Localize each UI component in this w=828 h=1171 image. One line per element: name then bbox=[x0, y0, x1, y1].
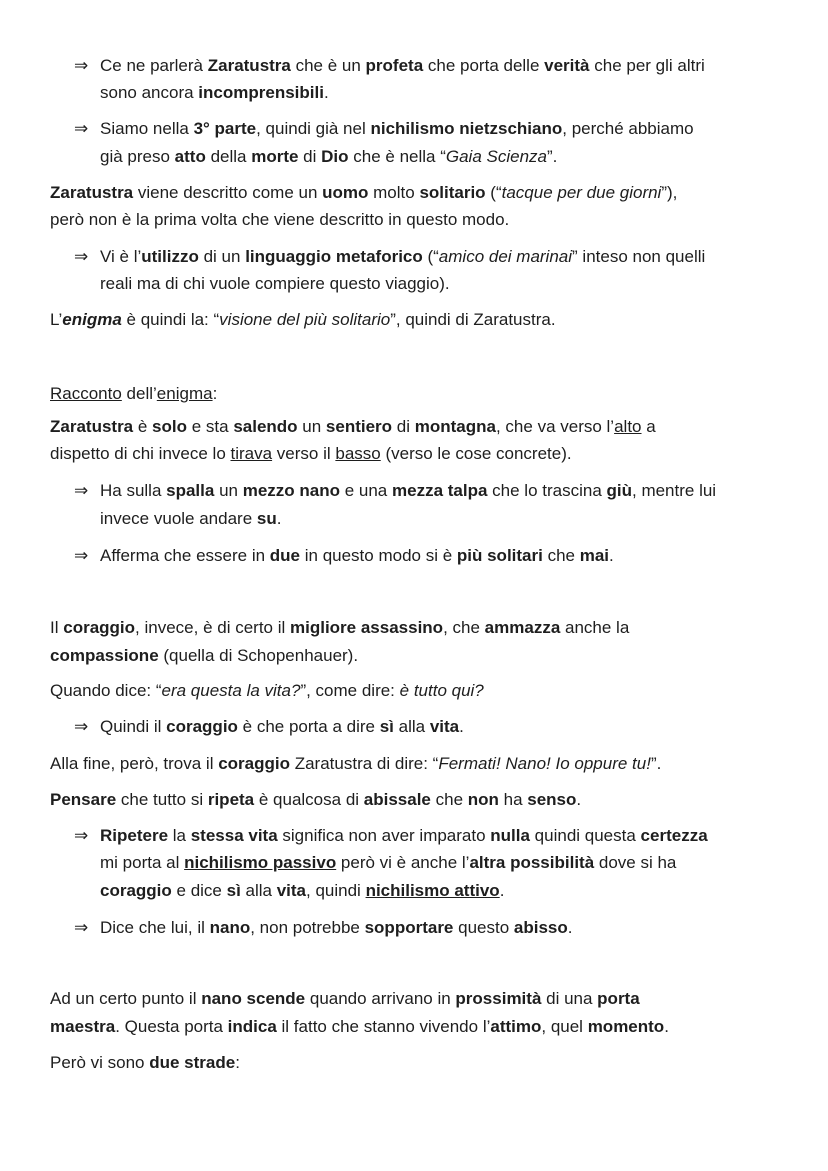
text-run: Ad un certo punto il bbox=[50, 989, 202, 1008]
text-run: reali ma di chi vuole compiere questo viaggio). bbox=[100, 274, 450, 293]
text-run: Afferma che essere in bbox=[100, 546, 270, 565]
text-line bbox=[100, 480, 716, 502]
text-run: uomo bbox=[322, 183, 369, 202]
text-run: , quel bbox=[541, 1017, 588, 1036]
text-run: vita bbox=[276, 881, 307, 900]
text-run: mai bbox=[579, 546, 610, 565]
text-run: tacque per due giorni bbox=[501, 183, 662, 202]
text-run: che bbox=[430, 790, 468, 809]
section-heading bbox=[50, 383, 217, 405]
text-run: dispetto di chi invece lo bbox=[50, 444, 231, 463]
text-line bbox=[50, 789, 581, 811]
text-run: alla bbox=[240, 881, 277, 900]
arrow-icon: ⇒ bbox=[74, 918, 89, 937]
text-run: ammazza bbox=[484, 618, 561, 637]
text-run: . bbox=[567, 918, 573, 937]
text-line bbox=[100, 716, 464, 738]
text-line bbox=[100, 82, 329, 104]
text-run: . bbox=[664, 1017, 669, 1036]
text-run: migliore assassino bbox=[290, 618, 444, 637]
text-run: che è nella “ bbox=[348, 147, 446, 166]
text-line bbox=[50, 1016, 669, 1038]
text-run: atto bbox=[174, 147, 206, 166]
text-run: nano bbox=[209, 918, 251, 937]
text-run: due bbox=[269, 546, 301, 565]
text-run: , quindi già nel bbox=[256, 119, 371, 138]
text-line bbox=[100, 852, 676, 874]
arrow-icon: ⇒ bbox=[74, 56, 89, 75]
text-run: Quando dice: “ bbox=[50, 681, 162, 700]
text-run: Zaratustra bbox=[207, 56, 291, 75]
text-run: morte bbox=[251, 147, 299, 166]
text-run: più solitari bbox=[456, 546, 543, 565]
text-run: tirava bbox=[230, 444, 273, 463]
text-run: Dio bbox=[321, 147, 349, 166]
text-run: Zaratustra bbox=[50, 183, 134, 202]
text-run: che per gli altri bbox=[589, 56, 705, 75]
text-run: Zaratustra bbox=[50, 417, 134, 436]
text-run: nichilismo nietzschiano bbox=[370, 119, 563, 138]
text-run: Ce ne parlerà bbox=[100, 56, 208, 75]
text-line bbox=[100, 55, 705, 77]
arrow-icon: ⇒ bbox=[74, 119, 89, 138]
text-run: mezza talpa bbox=[392, 481, 488, 500]
text-line bbox=[50, 1052, 240, 1074]
arrow-icon: ⇒ bbox=[74, 826, 89, 845]
text-run: Alla fine, però, trova il bbox=[50, 754, 219, 773]
text-run: di bbox=[298, 147, 322, 166]
text-line bbox=[50, 753, 661, 775]
text-run: già preso bbox=[100, 147, 175, 166]
text-run: coraggio bbox=[63, 618, 136, 637]
text-run: nichilismo attivo bbox=[365, 881, 500, 900]
text-run: , che bbox=[443, 618, 485, 637]
arrow-icon: ⇒ bbox=[74, 717, 89, 736]
text-run: Vi è l’ bbox=[100, 247, 142, 266]
text-run: vita bbox=[429, 717, 460, 736]
text-run: verità bbox=[544, 56, 590, 75]
text-run: coraggio bbox=[166, 717, 238, 736]
text-line bbox=[100, 246, 705, 268]
text-run: momento bbox=[587, 1017, 665, 1036]
text-line bbox=[50, 988, 640, 1010]
text-run: enigma bbox=[156, 384, 213, 403]
text-line bbox=[100, 917, 572, 939]
text-line bbox=[100, 545, 614, 567]
text-run: quando arrivano in bbox=[305, 989, 456, 1008]
text-run: quindi questa bbox=[529, 826, 641, 845]
text-run: che bbox=[542, 546, 580, 565]
text-run: , quindi bbox=[306, 881, 366, 900]
text-line bbox=[100, 146, 557, 168]
text-run: coraggio bbox=[100, 881, 172, 900]
text-run: Gaia Scienza bbox=[445, 147, 547, 166]
arrow-icon: ⇒ bbox=[74, 481, 89, 500]
text-run: sì bbox=[226, 881, 241, 900]
text-run: attimo bbox=[490, 1017, 542, 1036]
text-run: su bbox=[256, 509, 277, 528]
text-run: solitario bbox=[419, 183, 486, 202]
text-run: questo bbox=[453, 918, 514, 937]
text-run: . bbox=[459, 717, 464, 736]
text-run: senso bbox=[527, 790, 577, 809]
text-run: . bbox=[276, 509, 282, 528]
text-run: Dice che lui, il bbox=[100, 918, 210, 937]
text-run: Fermati! Nano! Io oppure tu! bbox=[438, 754, 651, 773]
text-run: di bbox=[392, 417, 415, 436]
text-run: invece vuole andare bbox=[100, 509, 257, 528]
text-run: (quella di Schopenhauer). bbox=[158, 646, 359, 665]
text-run: e una bbox=[340, 481, 392, 500]
text-run: L’ bbox=[50, 310, 63, 329]
text-line bbox=[100, 825, 708, 847]
text-run: dell’ bbox=[121, 384, 157, 403]
text-run: Ripetere bbox=[100, 826, 169, 845]
text-run: è quindi la: “ bbox=[121, 310, 220, 329]
text-run: alto bbox=[614, 417, 642, 436]
text-run: di un bbox=[198, 247, 246, 266]
text-run: a bbox=[641, 417, 656, 436]
text-run: compassione bbox=[50, 646, 159, 665]
text-line bbox=[50, 443, 572, 465]
text-run: , non potrebbe bbox=[250, 918, 365, 937]
text-line bbox=[50, 309, 556, 331]
text-line bbox=[100, 118, 694, 140]
text-run: che porta delle bbox=[423, 56, 545, 75]
text-run: altra possibilità bbox=[469, 853, 595, 872]
text-run: verso il bbox=[272, 444, 336, 463]
text-run: indica bbox=[227, 1017, 277, 1036]
text-run: un bbox=[297, 417, 326, 436]
text-run: linguaggio metaforico bbox=[245, 247, 423, 266]
text-run: abissale bbox=[363, 790, 431, 809]
text-run: dove si ha bbox=[594, 853, 677, 872]
text-run: nichilismo passivo bbox=[184, 853, 337, 872]
text-run: . bbox=[609, 546, 614, 565]
text-run: nano scende bbox=[201, 989, 306, 1008]
text-run: montagna bbox=[414, 417, 496, 436]
text-run: e sta bbox=[187, 417, 234, 436]
text-run: viene descritto come un bbox=[133, 183, 323, 202]
text-run: , invece, è di certo il bbox=[135, 618, 290, 637]
text-run: ”, come dire: bbox=[300, 681, 400, 700]
text-run: un bbox=[214, 481, 243, 500]
text-run: è qualcosa di bbox=[254, 790, 364, 809]
text-run: anche la bbox=[560, 618, 630, 637]
text-run: enigma bbox=[62, 310, 122, 329]
text-run: porta bbox=[597, 989, 640, 1008]
text-run: (verso le cose concrete). bbox=[380, 444, 572, 463]
text-line bbox=[100, 880, 504, 902]
text-run: che è un bbox=[290, 56, 366, 75]
text-run: . bbox=[323, 83, 329, 102]
text-run: significa non aver imparato bbox=[277, 826, 491, 845]
text-run: utilizzo bbox=[141, 247, 199, 266]
text-run: Pensare bbox=[50, 790, 117, 809]
text-run: la bbox=[168, 826, 191, 845]
text-line bbox=[50, 182, 677, 204]
text-run: ha bbox=[498, 790, 528, 809]
text-run: , che va verso l’ bbox=[495, 417, 615, 436]
text-run: Però vi sono bbox=[50, 1053, 150, 1072]
text-run: (“ bbox=[422, 247, 439, 266]
text-run: solo bbox=[152, 417, 187, 436]
arrow-icon: ⇒ bbox=[74, 247, 89, 266]
text-run: , perché abbiamo bbox=[562, 119, 694, 138]
text-run: prossimità bbox=[455, 989, 542, 1008]
text-run: Ha sulla bbox=[100, 481, 167, 500]
text-run: nulla bbox=[490, 826, 530, 845]
text-run: stessa vita bbox=[190, 826, 278, 845]
text-run: molto bbox=[368, 183, 420, 202]
text-run: basso bbox=[335, 444, 381, 463]
text-run: . Questa porta bbox=[115, 1017, 228, 1036]
arrow-icon: ⇒ bbox=[74, 546, 89, 565]
text-run: ripeta bbox=[207, 790, 255, 809]
text-run: era questa la vita? bbox=[161, 681, 301, 700]
text-run: (“ bbox=[485, 183, 502, 202]
text-run: spalla bbox=[166, 481, 215, 500]
text-line bbox=[50, 645, 358, 667]
text-run: Racconto bbox=[50, 384, 122, 403]
text-run: incomprensibili bbox=[198, 83, 324, 102]
text-run: amico dei marinai bbox=[438, 247, 573, 266]
text-run: ”, quindi di Zaratustra. bbox=[390, 310, 556, 329]
text-run: sopportare bbox=[364, 918, 454, 937]
text-run: però vi è anche l’ bbox=[336, 853, 470, 872]
text-run: Quindi il bbox=[100, 717, 167, 736]
text-run: ” inteso non quelli bbox=[572, 247, 706, 266]
text-line bbox=[50, 209, 509, 231]
text-run: sì bbox=[379, 717, 394, 736]
text-line bbox=[100, 273, 450, 295]
text-run: ”. bbox=[650, 754, 662, 773]
text-run: in questo modo si è bbox=[300, 546, 457, 565]
text-run: è che porta a dire bbox=[237, 717, 380, 736]
text-run: mi porta al bbox=[100, 853, 185, 872]
text-run: maestra bbox=[50, 1017, 116, 1036]
text-run: il fatto che stanno vivendo l’ bbox=[276, 1017, 491, 1036]
text-run: due strade bbox=[149, 1053, 236, 1072]
text-run: Il bbox=[50, 618, 64, 637]
text-run: salendo bbox=[233, 417, 298, 436]
text-run: sentiero bbox=[325, 417, 393, 436]
text-run: profeta bbox=[365, 56, 424, 75]
text-line bbox=[50, 617, 629, 639]
text-run: ”), bbox=[661, 183, 678, 202]
text-run: alla bbox=[393, 717, 430, 736]
text-run: e dice bbox=[171, 881, 227, 900]
text-run: di una bbox=[541, 989, 598, 1008]
text-run: 3° parte bbox=[193, 119, 257, 138]
text-run: che tutto si bbox=[116, 790, 208, 809]
text-line bbox=[100, 508, 281, 530]
text-run: : bbox=[212, 384, 218, 403]
text-run: Siamo nella bbox=[100, 119, 194, 138]
text-run: abisso bbox=[513, 918, 568, 937]
text-line bbox=[50, 416, 656, 438]
text-run: non bbox=[467, 790, 499, 809]
text-run: ”. bbox=[547, 147, 558, 166]
text-run: è bbox=[133, 417, 153, 436]
text-run: però non è la prima volta che viene descritto in questo modo. bbox=[50, 210, 510, 229]
text-run: mezzo nano bbox=[242, 481, 340, 500]
text-run: Zaratustra di dire: “ bbox=[290, 754, 439, 773]
text-line bbox=[50, 680, 484, 702]
text-run: , mentre lui bbox=[632, 481, 717, 500]
text-run: coraggio bbox=[218, 754, 290, 773]
text-run: : bbox=[235, 1053, 240, 1072]
text-run: della bbox=[205, 147, 252, 166]
text-run: è tutto qui? bbox=[399, 681, 484, 700]
text-run: che lo trascina bbox=[487, 481, 607, 500]
text-run: sono ancora bbox=[100, 83, 199, 102]
text-run: . bbox=[499, 881, 505, 900]
text-run: . bbox=[576, 790, 582, 809]
text-run: certezza bbox=[640, 826, 708, 845]
text-run: giù bbox=[606, 481, 632, 500]
text-run: visione del più solitario bbox=[219, 310, 391, 329]
